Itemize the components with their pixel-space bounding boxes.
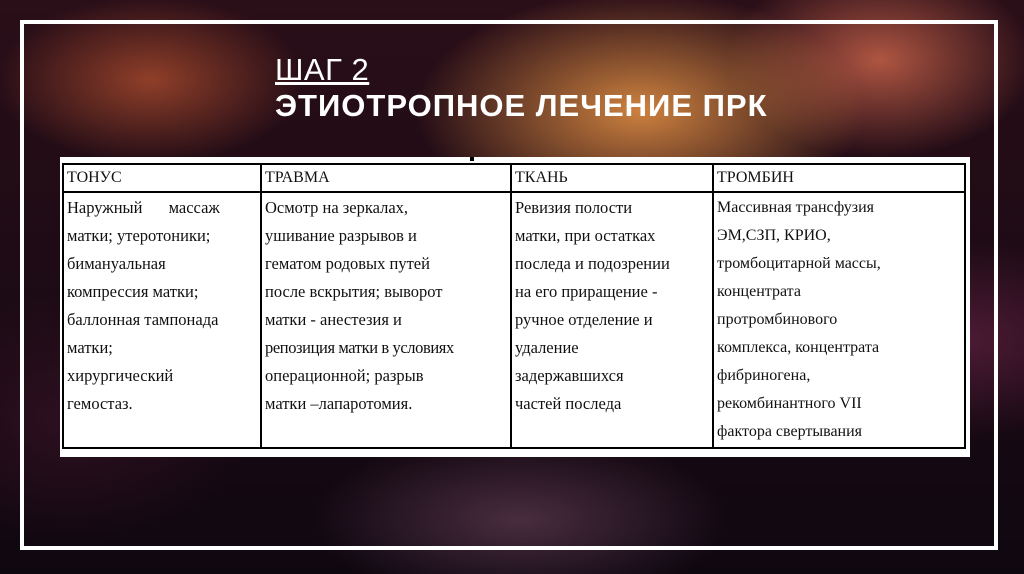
cell-line: операционной; разрыв — [265, 366, 424, 385]
cell-line: тромбоцитарной массы, — [717, 255, 881, 272]
cell-line: гемостаз. — [67, 394, 133, 413]
cell-line: Ревизия полости — [515, 198, 633, 217]
cell-trombin — [713, 192, 965, 448]
cell-line: протромбинового — [717, 311, 838, 328]
cell-line: комплекса, концентрата — [717, 339, 880, 356]
cell-line: ушивание разрывов и — [265, 226, 417, 245]
cell-line: матки - анестезия и — [265, 310, 402, 329]
cell-tkan — [511, 192, 713, 448]
table-header-row — [63, 164, 965, 192]
cell-line: концентрата — [717, 283, 801, 300]
cell-line: задержавшихся — [515, 366, 624, 385]
cell-line: репозиция матки в условиях — [265, 338, 454, 357]
table-artifact-mark — [470, 157, 474, 161]
cell-line: после вскрытия; выворот — [265, 282, 443, 301]
cell-line: Осмотр на зеркалах, — [265, 198, 409, 217]
cell-line: последа и подозрении — [515, 254, 670, 273]
cell-line: матки; — [67, 338, 113, 357]
cell-line: Наружный массаж — [67, 198, 220, 217]
step-label: ШАГ 2 — [275, 52, 370, 87]
cell-line: фактора свертывания — [717, 423, 863, 440]
header-trombin: ТРОМБИН — [713, 164, 965, 192]
table-row — [63, 192, 965, 448]
cell-line: ЭМ,СЗП, КРИО, — [717, 227, 831, 244]
cell-line: бимануальная — [67, 254, 166, 273]
cell-line: хирургический — [67, 366, 174, 385]
cell-travma — [261, 192, 511, 448]
cell-line: баллонная тампонада — [67, 310, 219, 329]
cell-line: гематом родовых путей — [265, 254, 430, 273]
cell-line: компрессия матки; — [67, 282, 199, 301]
cell-line: рекомбинантного VII — [717, 395, 862, 412]
cell-line: удаление — [515, 338, 579, 357]
treatment-table-card — [60, 157, 970, 457]
cell-line: матки –лапаротомия. — [265, 394, 413, 413]
cell-line: частей последа — [515, 394, 622, 413]
cell-line: матки; утеротоники; — [67, 226, 211, 245]
cell-line: Массивная трансфузия — [717, 199, 875, 216]
cell-line: матки, при остатках — [515, 226, 656, 245]
slide-title: ЭТИОТРОПНОЕ ЛЕЧЕНИЕ ПРК — [275, 88, 768, 123]
cell-line: на его приращение - — [515, 282, 658, 301]
cell-line: фибриногена, — [717, 367, 811, 384]
cell-line: ручное отделение и — [515, 310, 653, 329]
header-tkan: ТКАНЬ — [511, 164, 713, 192]
treatment-table — [62, 163, 966, 449]
header-travma: ТРАВМА — [261, 164, 511, 192]
cell-tonus — [63, 192, 261, 448]
header-tonus: ТОНУС — [63, 164, 261, 192]
